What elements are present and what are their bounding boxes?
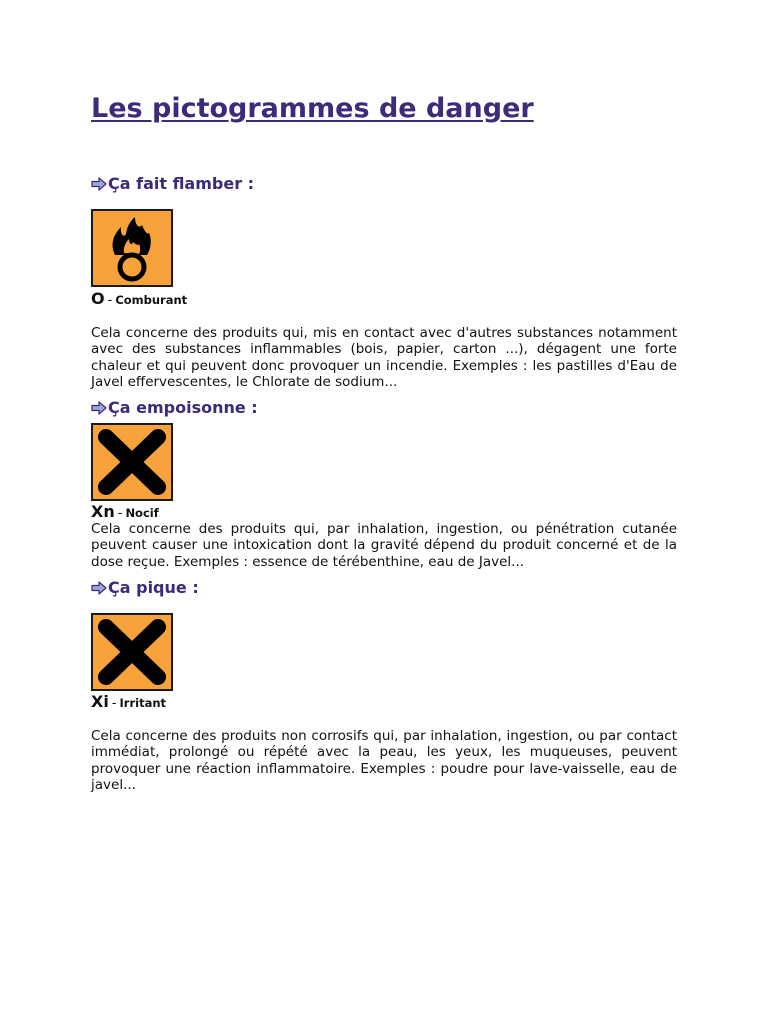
cross-icon — [93, 425, 171, 499]
code-separator: - — [117, 506, 123, 521]
section-heading-label: Ça empoisonne : — [108, 398, 258, 417]
section-heading-irritant — [91, 578, 199, 597]
section-heading-label: Ça fait flamber : — [108, 174, 255, 193]
code-separator: - — [107, 293, 113, 308]
oxidizer-pictogram — [91, 209, 173, 287]
pictogram-code-line — [91, 289, 187, 308]
section-description: Cela concerne des produits qui, mis en contact avec d'autres substances notamment avec des substances inflammables (bois, papier, carton ...), dégagent une forte chaleur et qui peuvent donc provoquer un incendie. Exemples : les pastilles d'Eau de Javel effervescentes, le Chlorate de sodium... — [91, 325, 677, 390]
section-heading-oxidizer — [91, 174, 254, 193]
arrow-right-icon — [91, 581, 107, 595]
harmful-pictogram — [91, 423, 173, 501]
pictogram-code-line — [91, 692, 166, 711]
pictogram-code-line — [91, 502, 159, 521]
code-separator: - — [111, 696, 117, 711]
pictogram-name: Nocif — [125, 506, 159, 520]
arrow-right-icon — [91, 401, 107, 415]
section-heading-harmful — [91, 398, 258, 417]
cross-icon — [93, 615, 171, 689]
pictogram-code: O — [91, 289, 105, 308]
section-description: Cela concerne des produits qui, par inhalation, ingestion, ou pénétration cutanée peuvent causer une intoxication dont la gravité dépend du produit concerné et de la dose reçue. Exemples : essence de térébenthine, eau de Javel... — [91, 521, 677, 570]
flame-over-circle-icon — [93, 211, 171, 285]
arrow-right-icon — [91, 177, 107, 191]
section-heading-label: Ça pique : — [108, 578, 199, 597]
pictogram-name: Irritant — [119, 696, 167, 710]
irritant-pictogram — [91, 613, 173, 691]
pictogram-name: Comburant — [115, 293, 188, 307]
section-description: Cela concerne des produits non corrosifs qui, par inhalation, ingestion, ou par contact immédiat, prolongé ou répété avec la peau, les yeux, les muqueuses, peuvent provoquer une réaction inflammatoire. Exemples : poudre pour lave-vaisselle, eau de javel... — [91, 728, 677, 793]
pictogram-code: Xn — [91, 502, 115, 521]
page-title: Les pictogrammes de danger — [91, 93, 534, 124]
pictogram-code: Xi — [91, 692, 109, 711]
